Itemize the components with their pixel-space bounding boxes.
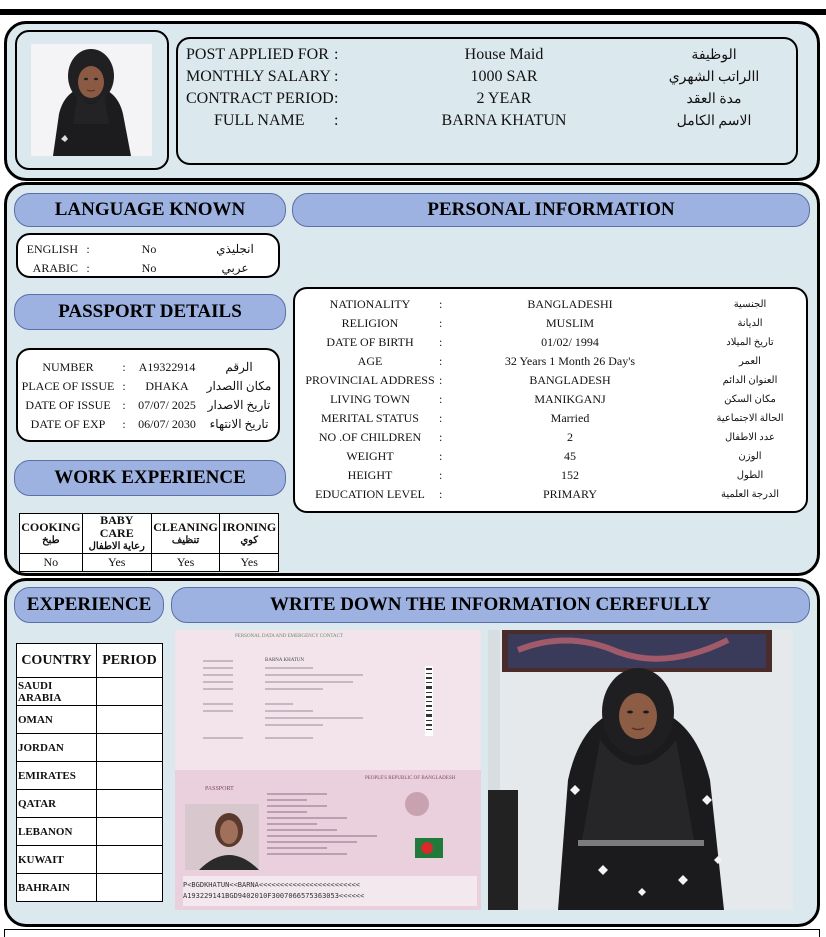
arabic-label: الوزن (738, 451, 762, 462)
en-label: COOKING (21, 519, 81, 534)
en-label: CLEANING (153, 519, 218, 534)
label: NO .OF CHILDREN (318, 430, 422, 444)
scan-doc-label: PASSPORT (205, 786, 234, 792)
label: AGE (357, 354, 383, 368)
work-col-cleaning (151, 514, 220, 554)
country-cell: EMIRATES (17, 762, 97, 790)
profile-photo (31, 44, 152, 156)
work-col-cooking (20, 514, 83, 554)
notice-title: WRITE DOWN THE INFORMATION CEREFULLY (171, 587, 810, 623)
experience-row (17, 874, 163, 902)
job-row (186, 44, 786, 66)
personal-row: WEIGHT : 45 الوزن (295, 447, 806, 466)
value: BANGLADESHI (527, 297, 613, 311)
full-body-photo (488, 630, 793, 910)
personal-info-box (293, 287, 808, 513)
scan-text-lines (203, 656, 443, 756)
arabic-label: مكان السكن (724, 394, 776, 405)
ar-label: رعاية الاطفال (88, 541, 145, 552)
value: 45 (564, 449, 576, 463)
arabic-label: تاريخ الاصدار (207, 398, 271, 412)
label: WEIGHT (346, 449, 394, 463)
experience-title: EXPERIENCE (14, 587, 164, 623)
period-cell (96, 846, 162, 874)
experience-row (17, 846, 163, 874)
arabic-label: الاسم الكامل (676, 113, 752, 129)
work-col-baby-care (82, 514, 151, 554)
arabic-label: العمر (739, 356, 761, 367)
ar-label: كوي (240, 534, 259, 546)
label: RELIGION (341, 316, 399, 330)
personal-row: LIVING TOWN : MANIKGANJ مكان السكن (295, 390, 806, 409)
label: DATE OF BIRTH (326, 335, 414, 349)
experience-header-row (17, 644, 163, 678)
job-info-rows (186, 44, 786, 132)
label: NATIONALITY (329, 297, 411, 311)
colon: : (334, 68, 339, 85)
passport-data-page (175, 630, 481, 770)
en-label: BABY CARE (99, 513, 134, 540)
arabic-label: الوظيفة (691, 47, 737, 63)
value: PRIMARY (542, 487, 598, 501)
passport-row (18, 415, 278, 434)
work-value-row (20, 554, 279, 572)
label: MONTHLY SALARY (186, 68, 331, 85)
passport-rows (18, 358, 278, 434)
value: 01/02/ 1994 (541, 335, 599, 349)
label: PLACE OF ISSUE (21, 379, 115, 393)
scan-bio-lines (267, 790, 467, 870)
colon: : (122, 398, 126, 412)
label: FULL NAME (214, 112, 305, 129)
colon: : (122, 360, 126, 374)
value: No (141, 242, 157, 256)
personal-row: PROVINCIAL ADDRESS : BANGLADESH العنوان الدائم (295, 371, 806, 390)
job-row (186, 88, 786, 110)
period-cell (96, 762, 162, 790)
job-row (186, 110, 786, 132)
experience-row (17, 762, 163, 790)
label: ENGLISH (26, 242, 78, 256)
work-header-row (20, 514, 279, 554)
period-cell (96, 790, 162, 818)
mrz-line-1: P<BGDKHATUN<<BARNA<<<<<<<<<<<<<<<<<<<<<<<< (183, 881, 361, 889)
value: MANIKGANJ (534, 392, 606, 406)
language-title: LANGUAGE KNOWN (14, 193, 286, 227)
footer-edge (4, 929, 820, 937)
personal-row: NATIONALITY : BANGLADESHI الجنسية (295, 295, 806, 314)
country-cell: LEBANON (17, 818, 97, 846)
arabic-label: الرقم (225, 360, 253, 374)
colon: : (122, 379, 126, 393)
period-cell (96, 706, 162, 734)
personal-row: MERITAL STATUS : Married الحالة الاجتماعية (295, 409, 806, 428)
value: BANGLADESH (529, 373, 611, 387)
language-row (18, 240, 278, 259)
en-label: IRONING (222, 519, 277, 534)
personal-row: AGE : 32 Years 1 Month 26 Day's العمر (295, 352, 806, 371)
value: 07/07/ 2025 (138, 398, 196, 412)
country-cell: OMAN (17, 706, 97, 734)
cooking-value: No (20, 554, 83, 572)
job-row (186, 66, 786, 88)
colon: : (334, 112, 339, 129)
ar-label: طبخ (42, 534, 60, 546)
personal-row: DATE OF BIRTH : 01/02/ 1994 تاريخ الميلاد (295, 333, 806, 352)
ar-label: تنظيف (171, 534, 200, 546)
arabic-label: تاريخ الميلاد (726, 337, 774, 348)
period-cell (96, 678, 162, 706)
value: Married (550, 411, 590, 425)
personal-rows (295, 295, 806, 504)
value: 06/07/ 2030 (138, 417, 196, 431)
experience-row (17, 818, 163, 846)
experience-row (17, 790, 163, 818)
value: 152 (561, 468, 579, 482)
passport-row (18, 377, 278, 396)
label: DATE OF ISSUE (25, 398, 111, 412)
label: LIVING TOWN (330, 392, 410, 406)
arabic-label: عربي (221, 261, 249, 275)
profile-photo-frame (15, 30, 169, 170)
colon: : (86, 242, 90, 256)
top-rule (0, 9, 826, 15)
personal-info-title: PERSONAL INFORMATION (292, 193, 810, 227)
value: 2 (567, 430, 573, 444)
arabic-label: الديانة (737, 318, 763, 329)
scan-heading: PERSONAL DATA AND EMERGENCY CONTACT (235, 634, 344, 639)
passport-row (18, 358, 278, 377)
label: ARABIC (32, 261, 78, 275)
ironing-value: Yes (220, 554, 279, 572)
work-experience-title: WORK EXPERIENCE (14, 460, 286, 496)
value: No (141, 261, 157, 275)
experience-row (17, 706, 163, 734)
passport-title: PASSPORT DETAILS (14, 294, 286, 330)
value: 1000 SAR (470, 68, 538, 85)
colon: : (334, 46, 339, 63)
value: DHAKA (145, 379, 189, 393)
personal-row: EDUCATION LEVEL : PRIMARY الدرجة العلمية (295, 485, 806, 504)
arabic-label: مكان االصدار (206, 379, 272, 393)
label: PROVINCIAL ADDRESS (305, 373, 435, 387)
country-cell: KUWAIT (17, 846, 97, 874)
arabic-label: انجليذي (216, 242, 254, 256)
experience-row (17, 678, 163, 706)
passport-scan-image (175, 630, 481, 910)
country-header: COUNTRY (17, 644, 97, 678)
value: A19322914 (138, 360, 196, 374)
label: EDUCATION LEVEL (315, 487, 425, 501)
label: POST APPLIED FOR (186, 46, 329, 63)
country-cell: JORDAN (17, 734, 97, 762)
passport-row (18, 396, 278, 415)
country-cell: SAUDI ARABIA (17, 678, 97, 706)
period-cell (96, 734, 162, 762)
personal-row: HEIGHT : 152 الطول (295, 466, 806, 485)
arabic-label: الجنسية (733, 299, 767, 310)
arabic-label: العنوان الدائم (722, 375, 778, 386)
scan-country-line: PEOPLE'S REPUBLIC OF BANGLADESH (365, 776, 456, 781)
arabic-label: عدد الاطفال (725, 432, 775, 443)
passport-box (16, 348, 280, 442)
period-cell (96, 874, 162, 902)
value: MUSLIM (545, 316, 594, 330)
work-experience-table (19, 513, 279, 572)
scan-mrz (183, 876, 477, 906)
label: DATE OF EXP (30, 417, 106, 431)
passport-bio-page (175, 770, 481, 910)
country-cell: BAHRAIN (17, 874, 97, 902)
value: House Maid (464, 46, 544, 63)
arabic-label: الحالة الاجتماعية (716, 413, 784, 424)
language-box (16, 233, 280, 278)
mrz-line-2: A193229141BGD9402010F3007066575363053<<<<<< (183, 892, 365, 900)
experience-table (16, 643, 163, 902)
value: BARNA KHATUN (441, 112, 567, 129)
personal-row: NO .OF CHILDREN : 2 عدد الاطفال (295, 428, 806, 447)
scan-name-line: BARNA KHATUN (265, 658, 305, 663)
label: NUMBER (42, 360, 94, 374)
colon: : (334, 90, 339, 107)
arabic-label: تاريخ الانتهاء (209, 417, 269, 431)
period-cell (96, 818, 162, 846)
arabic-label: االراتب الشهري (668, 69, 760, 85)
experience-row (17, 734, 163, 762)
baby-care-value: Yes (82, 554, 151, 572)
work-col-ironing (220, 514, 279, 554)
period-header: PERIOD (96, 644, 162, 678)
language-row (18, 259, 278, 278)
personal-row: RELIGION : MUSLIM الديانة (295, 314, 806, 333)
value: 2 YEAR (476, 90, 532, 107)
country-cell: QATAR (17, 790, 97, 818)
value: 32 Years 1 Month 26 Day's (504, 354, 636, 368)
arabic-label: الطول (736, 470, 764, 481)
arabic-label: الدرجة العلمية (720, 489, 780, 500)
label: MERITAL STATUS (321, 411, 419, 425)
cleaning-value: Yes (151, 554, 220, 572)
colon: : (122, 417, 126, 431)
colon: : (86, 261, 90, 275)
label: CONTRACT PERIOD (186, 90, 334, 107)
arabic-label: مدة العقد (686, 91, 742, 107)
scan-photo (185, 804, 259, 870)
label: HEIGHT (347, 468, 393, 482)
